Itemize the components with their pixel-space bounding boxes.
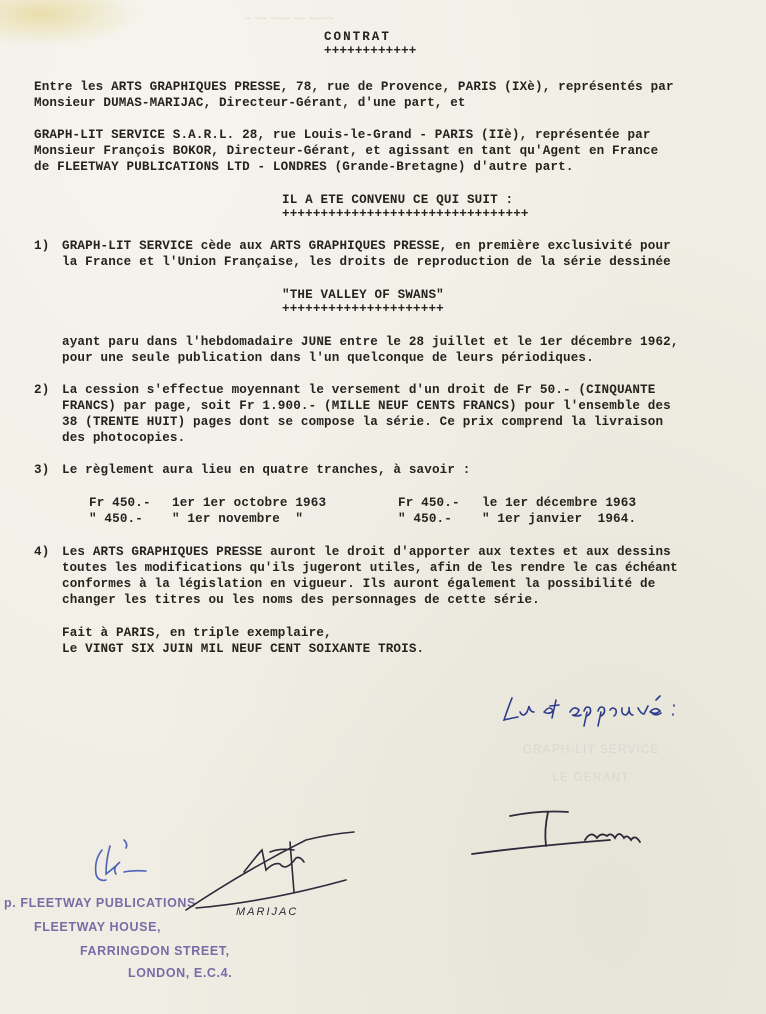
clause-1-after-line-1: ayant paru dans l'hebdomadaire JUNE entre le 28 juillet et le 1er décembre 1962,	[62, 335, 679, 349]
clause-2-number: 2)	[34, 383, 50, 397]
clause-2-line-3: 38 (TRENTE HUIT) pages dont se compose la série. Ce prix comprend la livraison	[62, 415, 664, 429]
clause-2-line-1: La cession s'effectue moyennant le versement d'un droit de Fr 50.- (CINQUANTE	[62, 383, 656, 397]
ghost-stamp-line-1: GRAPH-LIT SERVICE	[522, 742, 660, 756]
closing-place: Fait à PARIS, en triple exemplaire,	[62, 626, 332, 640]
document-title: CONTRAT	[324, 30, 391, 44]
clause-3-number: 3)	[34, 463, 50, 477]
payment-3-date: le 1er décembre 1963	[482, 496, 637, 510]
clause-4-number: 4)	[34, 545, 50, 559]
payment-2-amount: " 450.-	[89, 512, 143, 526]
stamp-line-3: FARRINGDON STREET,	[80, 944, 230, 958]
clause-2-line-4: des photocopies.	[62, 431, 186, 445]
party-first-line-2: Monsieur DUMAS-MARIJAC, Directeur-Gérant, d'une part, et	[34, 96, 466, 110]
agreement-heading: IL A ETE CONVENU CE QUI SUIT :	[282, 193, 514, 207]
handwritten-approval-text	[512, 690, 692, 718]
series-title-underline: +++++++++++++++++++++	[282, 302, 444, 316]
clause-1-line-1: GRAPH-LIT SERVICE cède aux ARTS GRAPHIQUES PRESSE, en première exclusivité pour	[62, 239, 671, 253]
signature-left	[186, 832, 354, 910]
payment-2-date: " 1er novembre "	[172, 512, 304, 526]
clause-1-after-line-2: pour une seule publication dans l'un quelconque de leurs périodiques.	[62, 351, 594, 365]
clause-2-line-2: FRANCS) par page, soit Fr 1.900.- (MILLE NEUF CENTS FRANCS) pour l'ensemble des	[62, 399, 671, 413]
stamp-line-2: FLEETWAY HOUSE,	[34, 920, 162, 934]
agreement-heading-underline: ++++++++++++++++++++++++++++++++	[282, 207, 529, 221]
stamp-initials	[96, 840, 146, 880]
payment-4-date: " 1er janvier 1964.	[482, 512, 637, 526]
party-second-line-1: GRAPH-LIT SERVICE S.A.R.L. 28, rue Louis-le-Grand - PARIS (IIè), représentée par	[34, 128, 651, 142]
title-underline: ++++++++++++	[324, 44, 417, 58]
payment-3-amount: Fr 450.-	[398, 496, 460, 510]
stamp-line-1: p. FLEETWAY PUBLICATIONS	[4, 896, 196, 910]
clause-3-intro: Le règlement aura lieu en quatre tranches, à savoir :	[62, 463, 471, 477]
stamp-line-4: LONDON, E.C.4.	[128, 966, 233, 980]
signature-marijac-text: MARIJAC	[236, 906, 299, 918]
party-second-line-2: Monsieur François BOKOR, Directeur-Gérant, et agissant en tant qu'Agent en France	[34, 144, 659, 158]
series-title: "THE VALLEY OF SWANS"	[282, 288, 444, 302]
clause-4-line-3: conformes à la législation en vigueur. Ils auront également la possibilité de	[62, 577, 656, 591]
clause-4-line-1: Les ARTS GRAPHIQUES PRESSE auront le droit d'apporter aux textes et aux dessins	[62, 545, 671, 559]
party-second-line-3: de FLEETWAY PUBLICATIONS LTD - LONDRES (Grande-Bretagne) d'autre part.	[34, 160, 574, 174]
payment-1-date: 1er 1er octobre 1963	[172, 496, 327, 510]
closing-date: Le VINGT SIX JUIN MIL NEUF CENT SOIXANTE TROIS.	[62, 642, 425, 656]
ghost-stamp-line-2: LE GERANT	[552, 770, 630, 784]
clause-1-number: 1)	[34, 239, 50, 253]
clause-1-line-2: la France et l'Union Française, les droits de reproduction de la série dessinée	[62, 255, 671, 269]
archive-note: ~ ~~ ~~~ ~~ ~~~~	[245, 13, 335, 25]
payment-1-amount: Fr 450.-	[89, 496, 151, 510]
payment-4-amount: " 450.-	[398, 512, 452, 526]
signature-right	[472, 812, 640, 855]
party-first-line-1: Entre les ARTS GRAPHIQUES PRESSE, 78, rue de Provence, PARIS (IXè), représentés par	[34, 80, 674, 94]
clause-4-line-2: toutes les modifications qu'ils jugeront utiles, afin de les rendre le cas échéant	[62, 561, 678, 575]
clause-4-line-4: changer les titres ou les noms des personnages de cette série.	[62, 593, 540, 607]
